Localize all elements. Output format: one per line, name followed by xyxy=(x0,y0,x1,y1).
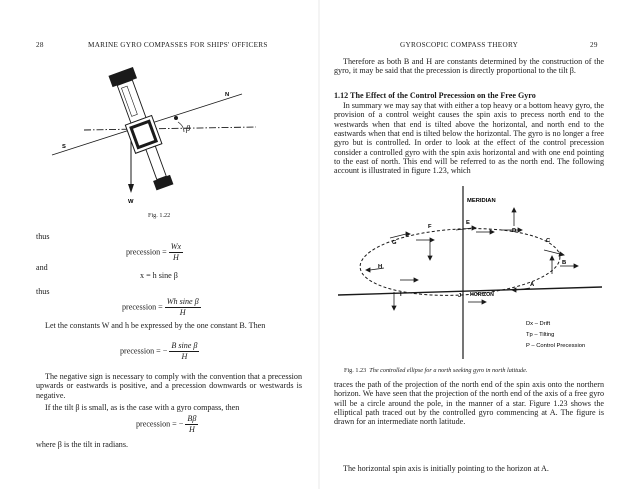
point-e-label: E xyxy=(466,220,470,226)
word-and: and xyxy=(36,263,48,272)
left-paragraph-radians: where β is the tilt in radians. xyxy=(36,440,129,449)
point-h-label: H xyxy=(378,264,383,270)
left-page-number: 28 xyxy=(36,41,44,49)
point-f-label: F xyxy=(428,224,432,230)
left-paragraph-small-tilt: If the tilt β is small, as is the case with a gyro compass, then xyxy=(45,403,240,412)
left-paragraph-sign-convention: The negative sign is necessary to comply with the convention that a precession upwards or eastwards is positive, and a precession downwards or westwards is negative. xyxy=(36,372,302,400)
legend-drift: Dx – Drift xyxy=(526,321,551,327)
right-paragraph-proportional: Therefore as both B and H are constants determined by the construction of the gyro, it may be said that the precession is directly proportional to the tilt β. xyxy=(334,57,604,76)
left-running-head: MARINE GYRO COMPASSES FOR SHIPS' OFFICERS xyxy=(88,41,268,49)
equation-x-hsine: x = h sine β xyxy=(140,271,178,280)
page-gutter xyxy=(318,0,320,489)
legend-control-precession: P – Control Precession xyxy=(526,343,586,349)
point-a-label: A xyxy=(530,282,535,288)
point-g-label: G xyxy=(392,240,397,246)
figure-1-22 xyxy=(28,56,264,206)
fig22-s-label: S xyxy=(62,144,66,150)
right-page-number: 29 xyxy=(590,41,598,49)
left-paragraph-constants: Let the constants W and h be expressed by the one constant B. Then xyxy=(45,321,266,330)
right-running-head: GYROSCOPIC COMPASS THEORY xyxy=(400,41,519,49)
section-heading-1-12: 1.12 The Effect of the Control Precession on the Free Gyro xyxy=(334,91,536,100)
fig22-beta-label: β xyxy=(186,124,190,133)
equation-precession-bbeta: precession = − $\frac{B\beta}{H}$ xyxy=(136,414,197,434)
equation-precession-wx: precession = $\frac{Wx}{H}$ xyxy=(126,242,182,262)
right-paragraph-summary: In summary we may say that with either a top heavy or a bottom heavy gyro, the provision of a control weight causes the spin axis to precess north end to the westwards when that end is tilted above the horizontal, and north end to the eastwards when that end is tilted below the horizontal. The gyro is no longer a free gyro but is controlled. In order to look at the effect of the control precession consider a controlled gyro with the spin axis horizontal and with one end pointing to the east of north. This end will be referred to as the north end. The following account is illustrated in figure 1.23, which xyxy=(334,101,604,176)
legend-tilting: Tp – Tilting xyxy=(526,332,555,338)
point-c-label: C xyxy=(546,238,551,244)
equation-precession-bsine: precession = − $\frac{\text{B sine β}}{H}$ xyxy=(120,341,198,361)
equation-precession-whsine: precession = $\frac{\text{Wh sine β}}{H}$ xyxy=(122,297,199,317)
fig22-caption: Fig. 1.22 xyxy=(148,212,171,219)
fig22-w-label: W xyxy=(128,199,134,205)
right-paragraph-traces: traces the path of the projection of the north end of the spin axis onto the northern horizon. We have seen that the projection of the north end of the axis of a free gyro will be a circle around the pole, in the manner of a star. Figure 1.23 shows the elliptical path traced out by the controlled gyro commencing at A. The figure is drawn for an intermediate north latitude. xyxy=(334,380,604,427)
horizon-label: HORIZON xyxy=(470,292,494,298)
fig22-n-label: N xyxy=(225,92,230,98)
right-paragraph-initial: The horizontal spin axis is initially pointing to the horizon at A. xyxy=(343,464,549,473)
word-thus-2: thus xyxy=(36,287,50,296)
word-thus-1: thus xyxy=(36,232,50,241)
point-j-label: J xyxy=(458,293,462,299)
meridian-label: MERIDIAN xyxy=(467,198,496,204)
point-i-label: I xyxy=(400,292,402,298)
figure-1-23 xyxy=(334,184,606,360)
point-d-label: D xyxy=(512,228,517,234)
fig23-caption: Fig. 1.23 The controlled ellipse for a north seeking gyro in north latitude. xyxy=(344,367,528,374)
point-b-label: B xyxy=(562,260,567,266)
